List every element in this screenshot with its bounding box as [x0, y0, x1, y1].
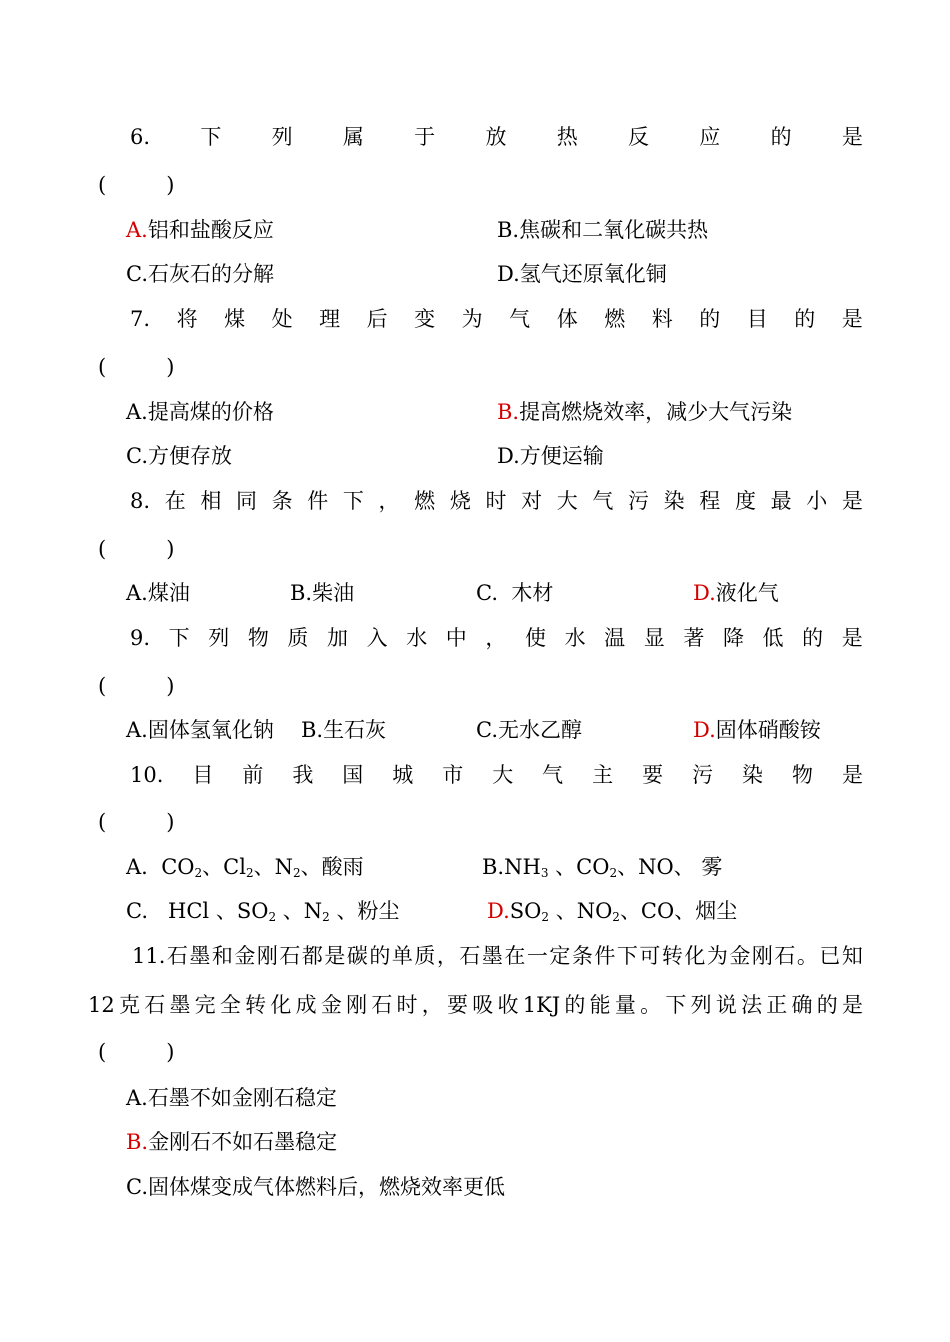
q10-stem-char: 城 — [392, 763, 414, 787]
option-text: 固体氢氧化钠 — [147, 718, 274, 742]
q11-stem-char: 单 — [391, 944, 413, 968]
q11-stem-char: 要 — [447, 993, 469, 1017]
q6-option-a — [126, 215, 274, 245]
q11-stem-char: 都 — [301, 944, 323, 968]
option-text: 无水乙醇 — [498, 718, 582, 742]
q7-stem-char: 后 — [366, 307, 388, 331]
q8-stem-char: 对 — [521, 489, 543, 513]
q10-stem-char: 市 — [442, 763, 464, 787]
q11-stem-char: 为 — [706, 944, 728, 968]
q9-stem-char: 入 — [366, 626, 388, 650]
q11-stem-char: 确 — [791, 993, 813, 1017]
q11-stem-char: 墨 — [169, 993, 191, 1017]
option-text: 提高燃烧效率，减少大气污染 — [519, 400, 793, 424]
q9-stem-char: 下 — [168, 626, 190, 650]
q9-stem-char: 是 — [841, 626, 863, 650]
q11-stem-char: 法 — [741, 993, 763, 1017]
subscript: 2 — [322, 910, 330, 924]
option-text: 铝和盐酸反应 — [147, 218, 274, 242]
q11-stem-char: 1KJ — [522, 993, 561, 1017]
separator: 、 — [276, 899, 304, 923]
separator: 、 — [549, 899, 577, 923]
formula: N — [303, 899, 323, 923]
formula: HCl — [168, 899, 210, 923]
q11-stem-char: 石 — [166, 944, 188, 968]
subscript: 3 — [540, 866, 549, 880]
q11-stem-char: 在 — [504, 944, 526, 968]
subscript: 2 — [609, 866, 618, 880]
q9-stem-char: 降 — [722, 626, 744, 650]
q6-stem-char: 是 — [841, 125, 863, 149]
formula: N — [274, 855, 293, 879]
option-text: 柴油 — [312, 581, 355, 605]
q9-stem-char: 水 — [564, 626, 586, 650]
q6-stem — [130, 122, 863, 152]
option-letter: D. — [497, 444, 520, 468]
q11-stem-char: 知 — [841, 944, 863, 968]
subscript: 2 — [612, 910, 620, 924]
q6-stem-char: 的 — [770, 125, 792, 149]
q9-option-c — [476, 715, 582, 745]
paren-open: ( — [98, 173, 107, 197]
option-letter: A. — [126, 718, 148, 742]
option-text: 、酸雨 — [300, 855, 364, 879]
q11-stem-char: 碳 — [346, 944, 368, 968]
q9-option-b — [301, 715, 386, 745]
q8-stem-char: ， — [378, 489, 400, 513]
option-letter: A. — [126, 218, 148, 242]
option-text: 、CO、烟尘 — [619, 899, 738, 923]
q8-stem-char: 在 — [164, 489, 186, 513]
paren-close: ) — [166, 674, 175, 698]
q9-stem-char: 的 — [802, 626, 824, 650]
q9-stem-char: 9. — [130, 626, 151, 650]
q10-stem-char: 大 — [492, 763, 514, 787]
paren-open: ( — [98, 1040, 107, 1064]
q11-stem-char: 石 — [279, 944, 301, 968]
q10-stem-char: 主 — [592, 763, 614, 787]
option-text: 固体硝酸铵 — [715, 718, 821, 742]
option-letter: C. — [126, 1175, 148, 1199]
q11-stem-char: 化 — [684, 944, 706, 968]
q11-stem-char: 转 — [661, 944, 683, 968]
option-text: 氢气还原氧化铜 — [519, 262, 667, 286]
option-text: 煤油 — [147, 581, 190, 605]
q6-answer-blank — [98, 170, 950, 200]
q9-stem-char: 质 — [287, 626, 309, 650]
q11-stem-char: 的 — [816, 993, 838, 1017]
q7-stem-char: 7. — [130, 307, 151, 331]
q10-stem-char: 染 — [742, 763, 764, 787]
option-letter: A. — [126, 855, 148, 879]
q11-stem-char: 化 — [270, 993, 292, 1017]
q11-stem-char: 墨 — [189, 944, 211, 968]
q7-stem-char: 燃 — [604, 307, 626, 331]
q11-stem-char: 下 — [665, 993, 687, 1017]
q11-stem-char: 量 — [614, 993, 636, 1017]
q7-stem-char: 的 — [794, 307, 816, 331]
q8-stem-char: 条 — [271, 489, 293, 513]
q11-stem-char: 收 — [497, 993, 519, 1017]
q11-stem-char: 可 — [639, 944, 661, 968]
q6-stem-char: 列 — [271, 125, 293, 149]
q7-stem — [130, 304, 863, 334]
q11-stem-char: 刚 — [256, 944, 278, 968]
q11-stem-char: 墨 — [481, 944, 503, 968]
option-letter: C. — [126, 899, 148, 923]
q11-stem-char: 的 — [564, 993, 586, 1017]
q11-stem-line-1 — [132, 941, 863, 971]
q8-option-b — [290, 578, 354, 608]
formula: Cl — [223, 855, 246, 879]
q9-stem-char: 温 — [604, 626, 626, 650]
q11-stem-line-2 — [88, 990, 863, 1020]
q6-option-c — [126, 259, 274, 289]
q9-stem-char: 著 — [683, 626, 705, 650]
q11-stem-char: 转 — [245, 993, 267, 1017]
q11-stem-char: 件 — [594, 944, 616, 968]
q9-option-a — [126, 715, 274, 745]
q9-stem — [130, 623, 863, 653]
q10-stem-char: 要 — [642, 763, 664, 787]
paren-open: ( — [98, 810, 107, 834]
option-text: 生石灰 — [323, 718, 387, 742]
separator: 、 — [202, 855, 224, 879]
q11-stem-char: 。 — [640, 993, 662, 1017]
formula: CO — [576, 855, 610, 879]
q8-stem-char: 时 — [485, 489, 507, 513]
q9-answer-blank — [98, 671, 950, 701]
q6-stem-char: 应 — [699, 125, 721, 149]
option-letter: D. — [487, 899, 510, 923]
q9-stem-char: 列 — [208, 626, 230, 650]
subscript: 2 — [194, 866, 203, 880]
paren-open: ( — [98, 537, 107, 561]
subscript: 2 — [292, 866, 301, 880]
q11-stem-char: 石 — [774, 944, 796, 968]
q6-stem-char: 反 — [628, 125, 650, 149]
q8-stem-char: 小 — [806, 489, 828, 513]
q7-stem-char: 体 — [556, 307, 578, 331]
separator: 、 — [548, 855, 577, 879]
q6-option-b — [497, 215, 708, 245]
q11-stem-char: 成 — [295, 993, 317, 1017]
option-letter: C. — [126, 262, 148, 286]
q7-option-d — [497, 441, 604, 471]
option-text: 、粉尘 — [329, 899, 400, 923]
subscript: 2 — [541, 910, 550, 924]
q11-stem-char: ， — [436, 944, 458, 968]
q7-option-b — [497, 397, 792, 427]
q11-stem-char: 石 — [371, 993, 393, 1017]
formula: SO — [236, 899, 269, 923]
option-text: 、NO、 雾 — [617, 855, 723, 879]
q8-option-c — [476, 578, 553, 608]
paren-close: ) — [166, 810, 175, 834]
q8-stem — [130, 486, 863, 516]
q11-stem-char: 石 — [144, 993, 166, 1017]
option-text: 金刚石不如石墨稳定 — [148, 1130, 338, 1154]
q7-option-a — [126, 397, 274, 427]
q10-stem-char: 物 — [792, 763, 813, 787]
option-text: 焦碳和二氧化碳共热 — [519, 218, 709, 242]
q10-stem-char: 气 — [542, 763, 564, 787]
option-letter: A. — [126, 1086, 148, 1110]
q10-stem-char: 前 — [242, 763, 264, 787]
q11-stem-char: 金 — [234, 944, 256, 968]
q8-stem-char: 大 — [556, 489, 578, 513]
q10-stem-char: 10. — [130, 763, 164, 787]
q9-stem-char: 中 — [445, 626, 467, 650]
q11-stem-char: 金 — [729, 944, 751, 968]
option-text: 方便运输 — [519, 444, 604, 468]
q11-stem-char: 定 — [549, 944, 571, 968]
option-letter: A. — [126, 581, 148, 605]
q11-stem-char: 11. — [132, 944, 166, 968]
option-letter: B. — [126, 1130, 149, 1154]
q11-stem-char: 条 — [571, 944, 593, 968]
q7-stem-char: 目 — [746, 307, 768, 331]
paren-open: ( — [98, 355, 107, 379]
q10-option-c — [126, 896, 399, 926]
q8-stem-char: 染 — [663, 489, 685, 513]
q8-stem-char: 烧 — [449, 489, 471, 513]
q11-answer-blank — [98, 1037, 950, 1067]
option-letter: C. — [476, 718, 498, 742]
q10-stem — [130, 760, 863, 790]
q7-stem-char: 气 — [509, 307, 531, 331]
q10-stem-char: 污 — [692, 763, 714, 787]
option-text: 石墨不如金刚石稳定 — [147, 1086, 337, 1110]
formula: NO — [576, 899, 613, 923]
q7-stem-char: 理 — [319, 307, 341, 331]
q8-stem-char: 件 — [307, 489, 329, 513]
option-letter: B. — [301, 718, 324, 742]
option-content — [126, 1083, 337, 1113]
paren-close: ) — [166, 1040, 175, 1064]
option-text: 固体煤变成气体燃料后，燃烧效率更低 — [148, 1175, 505, 1199]
q11-stem-char: 能 — [589, 993, 611, 1017]
q7-stem-char: 将 — [176, 307, 198, 331]
q10-option-d — [487, 896, 737, 926]
q10-stem-char: 我 — [292, 763, 314, 787]
option-letter: C. — [476, 581, 498, 605]
q8-stem-char: 污 — [628, 489, 650, 513]
paren-close: ) — [166, 355, 175, 379]
q11-stem-char: 和 — [211, 944, 233, 968]
q8-option-a — [126, 578, 190, 608]
q11-stem-char: 已 — [819, 944, 841, 968]
option-letter: A. — [126, 400, 148, 424]
option-letter: C. — [126, 444, 148, 468]
q11-stem-char: 刚 — [346, 993, 368, 1017]
q11-stem-char: 金 — [320, 993, 342, 1017]
q11-stem-char: 是 — [324, 944, 346, 968]
q9-stem-char: 水 — [406, 626, 428, 650]
q11-stem-char: 是 — [842, 993, 863, 1017]
q11-stem-char: 石 — [459, 944, 481, 968]
option-letter: B. — [290, 581, 313, 605]
q9-stem-char: 物 — [247, 626, 269, 650]
q7-stem-char: 为 — [461, 307, 483, 331]
formula: SO — [509, 899, 542, 923]
q8-stem-char: 燃 — [414, 489, 436, 513]
q8-answer-blank — [98, 534, 950, 564]
formula: NH — [504, 855, 541, 879]
paren-close: ) — [166, 537, 175, 561]
q10-stem-char: 目 — [192, 763, 214, 787]
q11-stem-char: 。 — [796, 944, 818, 968]
q9-stem-char: 显 — [643, 626, 665, 650]
option-letter: D. — [693, 718, 716, 742]
q6-stem-char: 放 — [485, 125, 507, 149]
q7-stem-char: 处 — [271, 307, 293, 331]
q7-stem-char: 是 — [841, 307, 863, 331]
q11-stem-char: 质 — [414, 944, 436, 968]
q8-stem-char: 相 — [200, 489, 222, 513]
q8-stem-char: 气 — [592, 489, 614, 513]
q11-stem-char: 克 — [118, 993, 140, 1017]
q6-stem-char: 热 — [556, 125, 578, 149]
subscript: 2 — [268, 910, 277, 924]
paren-open: ( — [98, 674, 107, 698]
q7-stem-char: 变 — [414, 307, 436, 331]
q8-stem-char: 下 — [342, 489, 364, 513]
q10-stem-char: 国 — [342, 763, 364, 787]
q11-stem-char: 刚 — [751, 944, 773, 968]
q11-stem-char: 正 — [766, 993, 788, 1017]
q7-answer-blank — [98, 352, 950, 382]
q8-option-d — [693, 578, 779, 608]
separator: 、 — [209, 899, 237, 923]
q10-option-b — [482, 852, 722, 882]
q10-stem-char: 是 — [841, 763, 863, 787]
option-text: 液化气 — [715, 581, 779, 605]
q9-stem-char: 使 — [524, 626, 546, 650]
q6-option-d — [497, 259, 667, 289]
q8-stem-char: 8. — [130, 489, 151, 513]
separator: 、 — [253, 855, 275, 879]
subscript: 2 — [245, 866, 254, 880]
q11-stem-char: 下 — [616, 944, 638, 968]
q7-stem-char: 煤 — [224, 307, 246, 331]
q8-stem-char: 同 — [235, 489, 257, 513]
q8-stem-char: 程 — [699, 489, 721, 513]
q8-stem-char: 最 — [770, 489, 792, 513]
option-letter: B. — [482, 855, 505, 879]
q11-stem-char: 列 — [690, 993, 712, 1017]
q9-option-d — [693, 715, 821, 745]
option-text: 木材 — [511, 581, 554, 605]
option-text: 方便存放 — [148, 444, 232, 468]
q6-stem-char: 6. — [130, 125, 151, 149]
q11-stem-char: 12 — [88, 993, 115, 1017]
q6-stem-char: 于 — [414, 125, 436, 149]
q6-stem-char: 属 — [342, 125, 364, 149]
q7-option-c — [126, 441, 232, 471]
q11-stem-char: 全 — [219, 993, 241, 1017]
option-letter: D. — [497, 262, 520, 286]
option-text: 提高煤的价格 — [147, 400, 274, 424]
q6-stem-char: 下 — [200, 125, 222, 149]
option-content — [126, 1172, 505, 1202]
q9-stem-char: 加 — [327, 626, 349, 650]
q9-stem-char: ， — [485, 626, 507, 650]
option-letter: D. — [693, 581, 716, 605]
q11-stem-char: 说 — [715, 993, 737, 1017]
formula: CO — [161, 855, 195, 879]
option-text: 石灰石的分解 — [148, 262, 274, 286]
q7-stem-char: 料 — [651, 307, 673, 331]
q11-stem-char: 完 — [194, 993, 216, 1017]
q10-answer-blank — [98, 807, 950, 837]
q11-stem-char: 一 — [526, 944, 548, 968]
q8-stem-char: 度 — [734, 489, 756, 513]
q11-stem-char: 吸 — [472, 993, 494, 1017]
q11-stem-char: 的 — [369, 944, 391, 968]
option-letter: B. — [497, 218, 520, 242]
q11-stem-char: ， — [421, 993, 443, 1017]
q9-stem-char: 低 — [762, 626, 784, 650]
option-letter: B. — [497, 400, 520, 424]
paren-close: ) — [166, 173, 175, 197]
q8-stem-char: 是 — [841, 489, 863, 513]
q11-stem-char: 时 — [396, 993, 418, 1017]
q7-stem-char: 的 — [699, 307, 721, 331]
option-content — [126, 1127, 337, 1157]
q10-option-a — [126, 852, 364, 882]
